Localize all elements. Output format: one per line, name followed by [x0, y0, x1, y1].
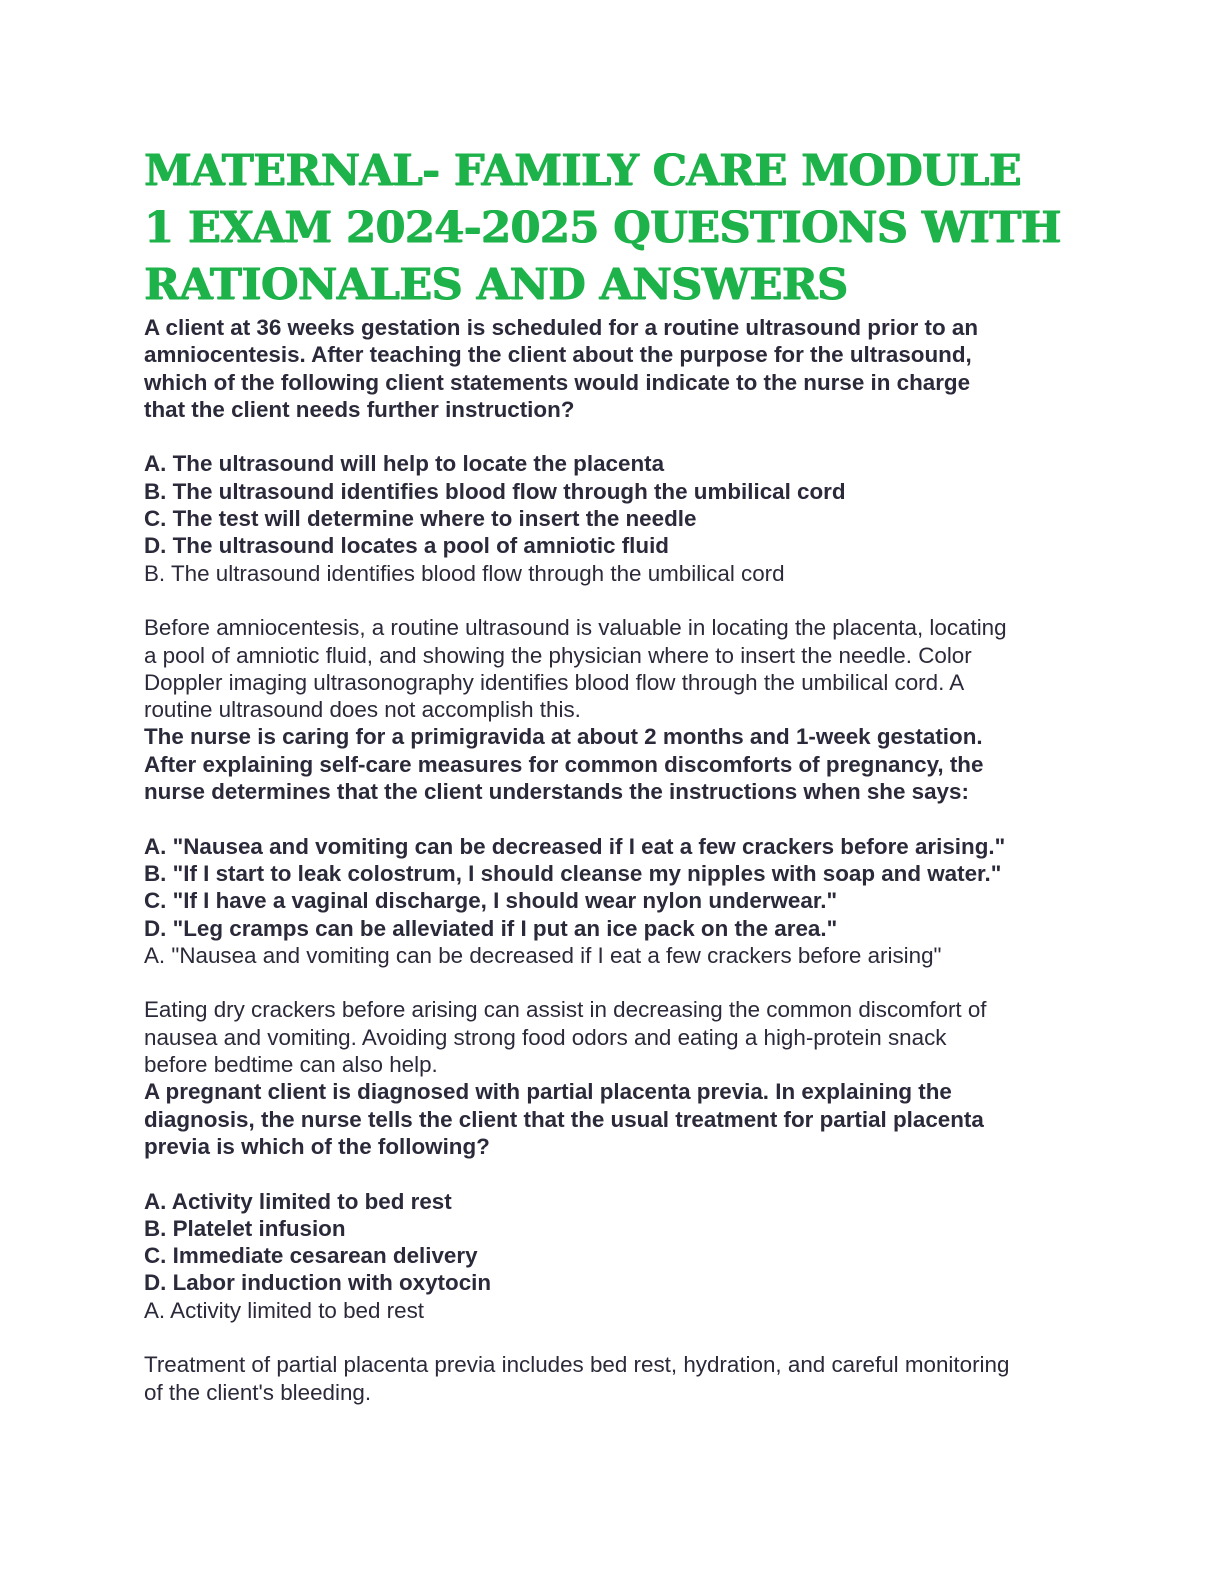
rationale — [144, 996, 1084, 1078]
option-b: B. The ultrasound identifies blood flow through the umbilical cord — [144, 478, 846, 504]
question-line: The nurse is caring for a primigravida at about 2 months and 1-week gestation. — [144, 724, 983, 750]
rationale-line: before bedtime can also help. — [144, 1052, 438, 1078]
answer-options — [144, 1188, 1084, 1297]
option-d: D. "Leg cramps can be alleviated if I put an ice pack on the area." — [144, 915, 838, 941]
option-d: D. The ultrasound locates a pool of amniotic fluid — [144, 533, 669, 559]
question-line: amniocentesis. After teaching the client about the purpose for the ultrasound, — [144, 342, 972, 368]
question-line: A client at 36 weeks gestation is scheduled for a routine ultrasound prior to an — [144, 315, 979, 340]
rationale-line: routine ultrasound does not accomplish this. — [144, 697, 581, 723]
question-line: After explaining self-care measures for common discomforts of pregnancy, the — [144, 751, 984, 777]
question-line: which of the following client statements would indicate to the nurse in charge — [144, 369, 971, 395]
option-c: C. "If I have a vaginal discharge, I should wear nylon underwear." — [144, 888, 838, 914]
question-block-1 — [144, 314, 1084, 723]
question-line: A pregnant client is diagnosed with partial placenta previa. In explaining the — [144, 1079, 952, 1105]
question-block-3 — [144, 1078, 1084, 1406]
question-line: nurse determines that the client understands the instructions when she says: — [144, 779, 969, 805]
question-block-2 — [144, 723, 1084, 1078]
rationale — [144, 614, 1084, 723]
rationale-line: a pool of amniotic fluid, and showing the physician where to insert the needle. Color — [144, 642, 972, 668]
document-page — [144, 143, 1084, 1406]
correct-answer: A. "Nausea and vomiting can be decreased if I eat a few crackers before arising" — [144, 942, 942, 968]
rationale — [144, 1351, 1084, 1406]
rationale-line: Eating dry crackers before arising can assist in decreasing the common discomfort of — [144, 997, 987, 1023]
document-title — [144, 143, 1084, 314]
option-c: C. The test will determine where to insert the needle — [144, 506, 697, 532]
correct-answer: A. Activity limited to bed rest — [144, 1297, 424, 1323]
question-text — [144, 314, 1084, 423]
answer-options — [144, 833, 1084, 942]
option-d: D. Labor induction with oxytocin — [144, 1270, 492, 1296]
option-b: B. "If I start to leak colostrum, I should cleanse my nipples with soap and water." — [144, 860, 1002, 886]
option-c: C. Immediate cesarean delivery — [144, 1243, 478, 1269]
option-a: A. Activity limited to bed rest — [144, 1188, 452, 1214]
rationale-line: of the client's bleeding. — [144, 1379, 372, 1405]
rationale-line: Treatment of partial placenta previa includes bed rest, hydration, and careful monitoring — [144, 1352, 1010, 1378]
question-text — [144, 1078, 1084, 1160]
rationale-line: nausea and vomiting. Avoiding strong food odors and eating a high-protein snack — [144, 1024, 947, 1050]
answer-options — [144, 450, 1084, 559]
option-a: A. The ultrasound will help to locate the placenta — [144, 451, 665, 477]
question-line: that the client needs further instruction? — [144, 396, 575, 422]
rationale-line: Before amniocentesis, a routine ultrasound is valuable in locating the placenta, locating — [144, 615, 1007, 641]
title-line: RATIONALES AND ANSWERS — [144, 260, 848, 310]
question-line: diagnosis, the nurse tells the client that the usual treatment for partial placenta — [144, 1106, 984, 1132]
rationale-line: Doppler imaging ultrasonography identifies blood flow through the umbilical cord. A — [144, 669, 965, 695]
title-line: MATERNAL- FAMILY CARE MODULE — [144, 146, 1021, 196]
option-a: A. "Nausea and vomiting can be decreased if I eat a few crackers before arising." — [144, 833, 1006, 859]
title-line: 1 EXAM 2024-2025 QUESTIONS WITH — [144, 203, 1061, 253]
option-b: B. Platelet infusion — [144, 1215, 346, 1241]
question-text — [144, 723, 1084, 805]
question-line: previa is which of the following? — [144, 1133, 490, 1159]
correct-answer: B. The ultrasound identifies blood flow through the umbilical cord — [144, 560, 785, 586]
